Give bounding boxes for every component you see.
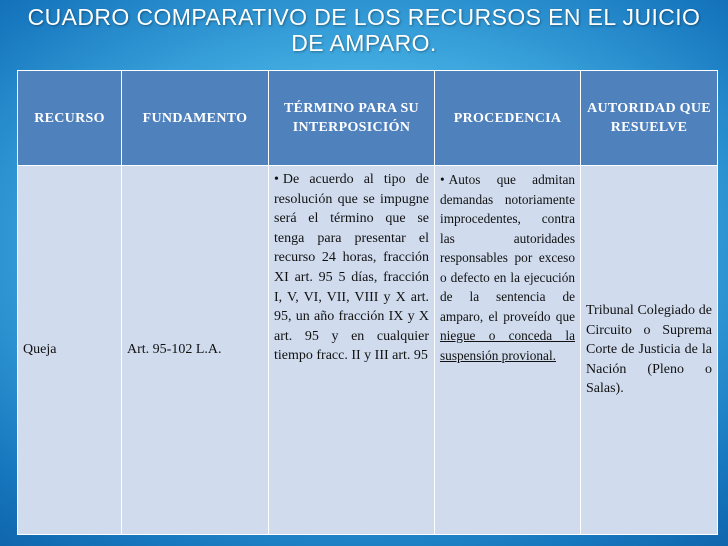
header-procedencia: PROCEDENCIA	[435, 71, 581, 166]
cell-recurso: Queja	[18, 166, 122, 535]
header-fundamento: FUNDAMENTO	[122, 71, 269, 166]
header-recurso: RECURSO	[18, 71, 122, 166]
cell-fundamento: Art. 95-102 L.A.	[122, 166, 269, 535]
cell-autoridad: Tribunal Colegiado de Circuito o Suprema Corte de Justicia de la Nación (Pleno o Salas).	[581, 166, 718, 535]
cell-termino	[269, 166, 435, 535]
table-header-row	[18, 71, 718, 166]
slide-title-line-1: CUADRO COMPARATIVO DE LOS RECURSOS EN EL JUICIO	[27, 4, 701, 30]
header-autoridad: AUTORIDAD QUE RESUELVE	[581, 71, 718, 166]
header-termino: TÉRMINO PARA SU INTERPOSICIÓN	[269, 71, 435, 166]
comparison-table	[17, 70, 718, 535]
bullet-icon: •	[440, 172, 445, 187]
bullet-icon: •	[274, 172, 279, 187]
slide-title-line-2: DE AMPARO.	[291, 30, 437, 56]
procedencia-text: Autos que admitan demandas notoriamente improcedentes, contra las autoridades responsables por exceso o defecto en la ejecución de la sentencia de amparo, el proveído que	[440, 172, 575, 324]
termino-text: De acuerdo al tipo de resolución que se impugne será el término que se tenga para presentar el recurso 24 horas, fracción XI art. 95 5 días, fracción I, V, VI, VII, VIII y X art. 95, un año fracción IX y X art. 95 y en cualquier tiempo fracc. II y III art. 95	[274, 172, 429, 364]
slide-title	[0, 4, 728, 56]
cell-procedencia	[435, 166, 581, 535]
table-row	[18, 166, 718, 535]
procedencia-underlined-text: niegue o conceda la suspensión provional.	[440, 328, 575, 363]
